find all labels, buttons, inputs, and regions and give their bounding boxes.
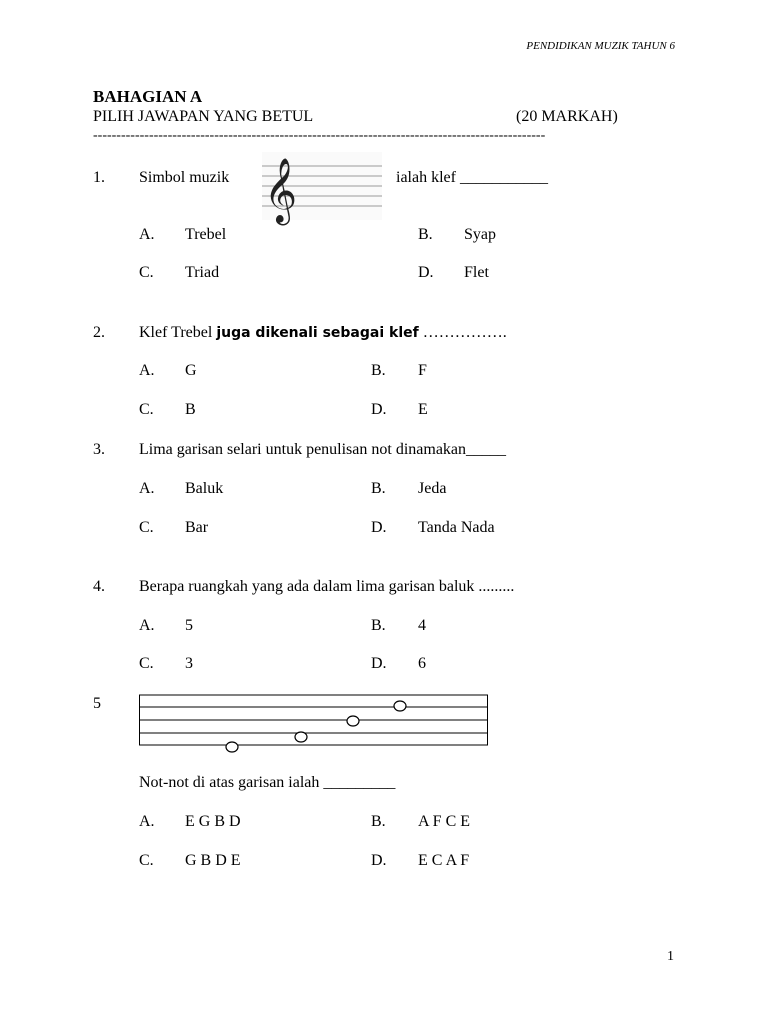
q5-option-d[interactable]: E C A F (418, 852, 470, 869)
q3-option-a-letter: A. (139, 480, 155, 497)
svg-text:𝄞: 𝄞 (264, 158, 298, 223)
q1-option-c[interactable]: Triad (185, 264, 220, 281)
q5-option-a-letter: A. (139, 813, 155, 830)
question-1-text: Simbol muzik (139, 169, 230, 186)
q3-option-c[interactable]: Bar (185, 519, 209, 536)
q5-option-d-letter: D. (371, 852, 387, 869)
q2-option-d[interactable]: E (418, 401, 428, 418)
q1-option-b[interactable]: Syap (464, 226, 496, 243)
note-g (295, 732, 307, 742)
q3-option-b[interactable]: Jeda (418, 480, 447, 497)
q3-option-d-letter: D. (371, 519, 387, 536)
note-e (226, 742, 238, 752)
question-5-number: 5 (93, 695, 101, 712)
q2-option-b[interactable]: F (418, 362, 427, 379)
q3-option-a[interactable]: Baluk (185, 480, 224, 497)
question-1-text-after: ialah klef ___________ (396, 169, 548, 186)
marks-label: (20 MARKAH) (516, 108, 618, 125)
question-4-number: 4. (93, 578, 105, 595)
q4-option-b-letter: B. (371, 617, 386, 634)
q4-option-a[interactable]: 5 (185, 617, 193, 634)
question-2-text (139, 324, 507, 342)
q2-option-a-letter: A. (139, 362, 155, 379)
q1-option-b-letter: B. (418, 226, 433, 243)
question-1-number: 1. (93, 169, 105, 186)
q5-option-b[interactable]: A F C E (418, 813, 471, 830)
q2-option-d-letter: D. (371, 401, 387, 418)
q1-option-a[interactable]: Trebel (185, 226, 227, 243)
treble-clef-image (262, 152, 382, 223)
note-b (347, 716, 359, 726)
question-3-text: Lima garisan selari untuk penulisan not dinamakan_____ (139, 441, 507, 458)
q4-option-a-letter: A. (139, 617, 155, 634)
q2-option-c[interactable]: B (185, 401, 196, 418)
q3-option-c-letter: C. (139, 519, 154, 536)
instruction: PILIH JAWAPAN YANG BETUL (93, 108, 314, 125)
q1-option-a-letter: A. (139, 226, 155, 243)
question-2-text-plain: Klef Trebel (139, 324, 217, 341)
note-d (394, 701, 406, 711)
q4-option-d[interactable]: 6 (418, 655, 426, 672)
q2-option-a[interactable]: G (185, 362, 197, 379)
q5-option-b-letter: B. (371, 813, 386, 830)
section-title: BAHAGIAN A (93, 87, 203, 106)
page-number: 1 (667, 949, 674, 964)
q2-option-b-letter: B. (371, 362, 386, 379)
q4-option-c-letter: C. (139, 655, 154, 672)
q3-option-d[interactable]: Tanda Nada (418, 519, 495, 536)
page-header: PENDIDIKAN MUZIK TAHUN 6 (526, 40, 675, 52)
q4-option-c[interactable]: 3 (185, 655, 193, 672)
question-3-number: 3. (93, 441, 105, 458)
question-4-text: Berapa ruangkah yang ada dalam lima garisan baluk ......... (139, 578, 515, 595)
q1-option-c-letter: C. (139, 264, 154, 281)
q1-option-d[interactable]: Flet (464, 264, 489, 281)
question-5-text: Not-not di atas garisan ialah _________ (139, 774, 396, 791)
q5-option-a[interactable]: E G B D (185, 813, 241, 830)
question-2-number: 2. (93, 324, 105, 341)
q3-option-b-letter: B. (371, 480, 386, 497)
question-2-text-after: ……………. (418, 324, 507, 341)
q5-option-c[interactable]: G B D E (185, 852, 241, 869)
divider: ------------------------------------------------------------------------------------------------- (93, 128, 546, 143)
q1-option-d-letter: D. (418, 264, 434, 281)
q4-option-d-letter: D. (371, 655, 387, 672)
q4-option-b[interactable]: 4 (418, 617, 426, 634)
question-2-text-bold: juga dikenali sebagai klef (216, 325, 419, 341)
q2-option-c-letter: C. (139, 401, 154, 418)
q5-option-c-letter: C. (139, 852, 154, 869)
music-staff-image (139, 694, 489, 754)
